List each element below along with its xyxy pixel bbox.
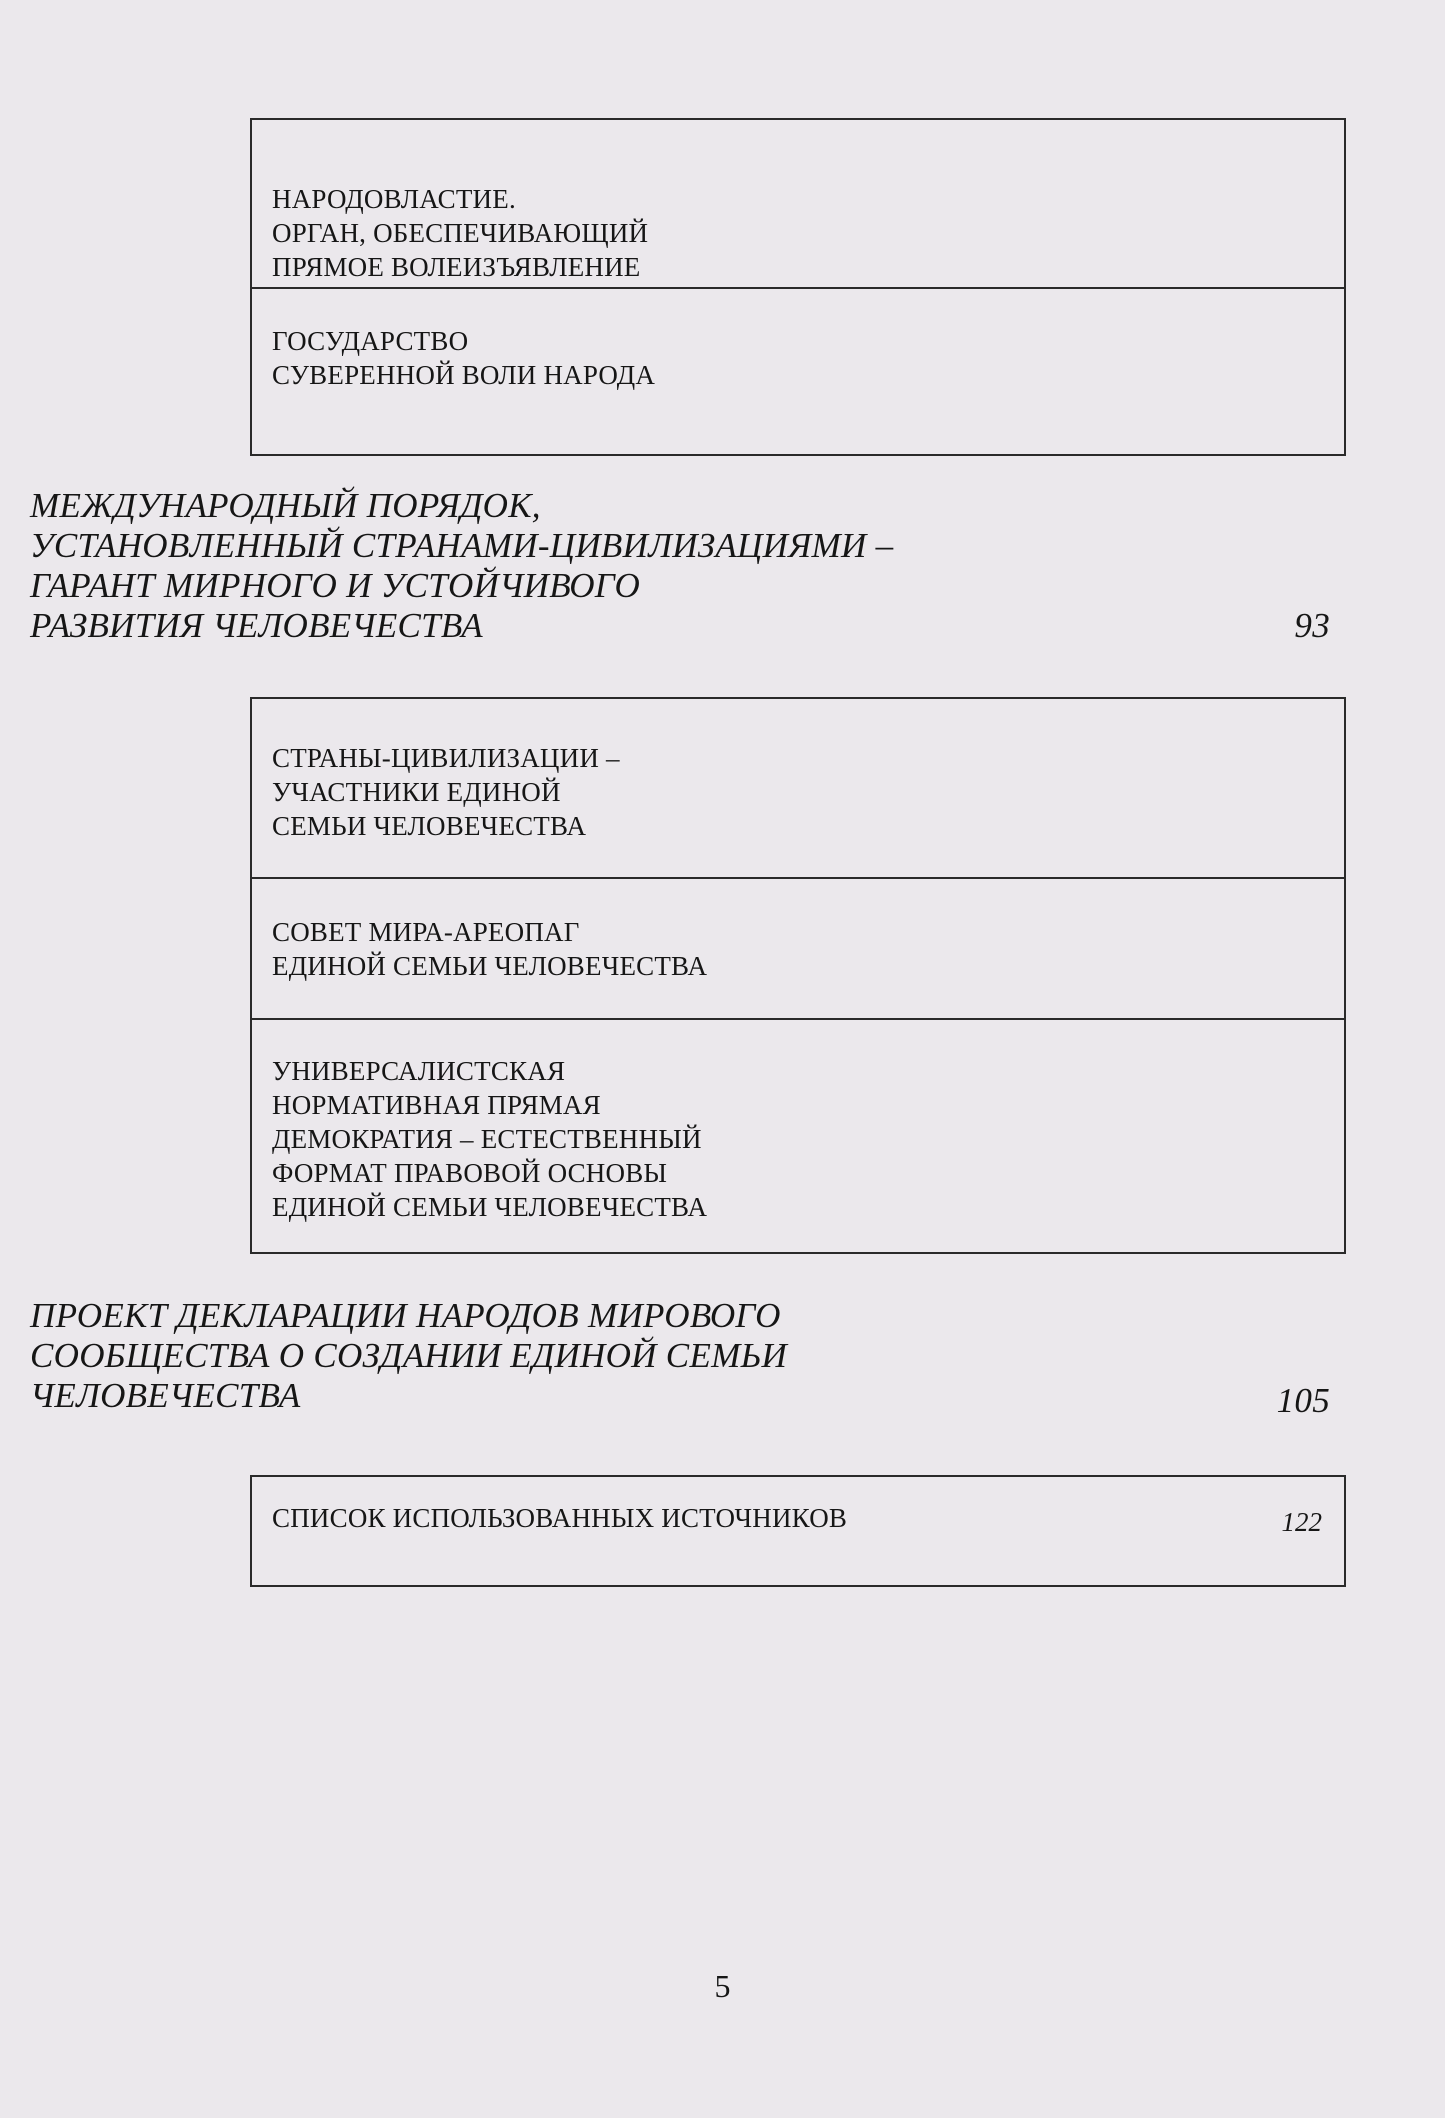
chapter-page-number: 93 (1294, 606, 1330, 645)
chapter-heading-line: УСТАНОВЛЕННЫЙ СТРАНАМИ-ЦИВИЛИЗАЦИЯМИ – (30, 526, 894, 565)
toc-entry-line: СУВЕРЕННОЙ ВОЛИ НАРОДА (272, 360, 656, 390)
chapter-page-number: 105 (1276, 1381, 1330, 1420)
toc-box-2 (250, 697, 1346, 1254)
chapter-heading-line: ПРОЕКТ ДЕКЛАРАЦИИ НАРОДОВ МИРОВОГО (30, 1296, 781, 1335)
chapter-heading-line: СООБЩЕСТВА О СОЗДАНИИ ЕДИНОЙ СЕМЬИ (30, 1336, 788, 1375)
toc-entry-line: НОРМАТИВНАЯ ПРЯМАЯ (272, 1090, 601, 1120)
toc-entry-line: ДЕМОКРАТИЯ – ЕСТЕСТВЕННЫЙ (272, 1124, 702, 1154)
chapter-heading-1[interactable] (30, 486, 1330, 646)
toc-entry-line: ОРГАН, ОБЕСПЕЧИВАЮЩИЙ (272, 218, 649, 248)
chapter-heading-line: МЕЖДУНАРОДНЫЙ ПОРЯДОК, (30, 486, 541, 525)
toc-box-1 (250, 118, 1346, 456)
toc-box-3 (250, 1475, 1346, 1587)
toc-entry-line: ФОРМАТ ПРАВОВОЙ ОСНОВЫ (272, 1158, 668, 1188)
toc-entry-sovet-mira[interactable] (252, 877, 1344, 1018)
toc-entry-sources[interactable] (252, 1477, 1344, 1585)
entry-page-number: 122 (1281, 1507, 1322, 1537)
chapter-heading-2[interactable] (30, 1296, 1330, 1420)
toc-entry-line: ГОСУДАРСТВО (272, 326, 469, 356)
toc-entry-line: СТРАНЫ-ЦИВИЛИЗАЦИИ – (272, 743, 620, 773)
chapter-heading-line: ЧЕЛОВЕЧЕСТВА (30, 1376, 301, 1415)
toc-entry-gosudarstvo[interactable] (252, 287, 1344, 454)
toc-entry-line: СЕМЬИ ЧЕЛОВЕЧЕСТВА (272, 811, 587, 841)
page-number: 5 (714, 1968, 731, 2004)
toc-entry-strany-civilizacii[interactable] (252, 699, 1344, 877)
toc-entry-line: ЕДИНОЙ СЕМЬИ ЧЕЛОВЕЧЕСТВА (272, 1192, 708, 1222)
toc-entry-line: ПРЯМОЕ ВОЛЕИЗЪЯВЛЕНИЕ (272, 252, 641, 282)
chapter-heading-line: РАЗВИТИЯ ЧЕЛОВЕЧЕСТВА (30, 606, 483, 645)
toc-entry-line: СОВЕТ МИРА-АРЕОПАГ (272, 917, 580, 947)
toc-entry-line: НАРОДОВЛАСТИЕ. (272, 184, 516, 214)
toc-entry-line: УЧАСТНИКИ ЕДИНОЙ (272, 777, 561, 807)
toc-entry-narodovlastie[interactable] (252, 120, 1344, 287)
toc-entry-line: УНИВЕРСАЛИСТСКАЯ (272, 1056, 566, 1086)
chapter-heading-line: ГАРАНТ МИРНОГО И УСТОЙЧИВОГО (30, 566, 641, 605)
toc-entry-line: ЕДИНОЙ СЕМЬИ ЧЕЛОВЕЧЕСТВА (272, 951, 708, 981)
toc-entry-universalistskaya[interactable] (252, 1018, 1344, 1252)
toc-entry-line: СПИСОК ИСПОЛЬЗОВАННЫХ ИСТОЧНИКОВ (272, 1503, 848, 1533)
